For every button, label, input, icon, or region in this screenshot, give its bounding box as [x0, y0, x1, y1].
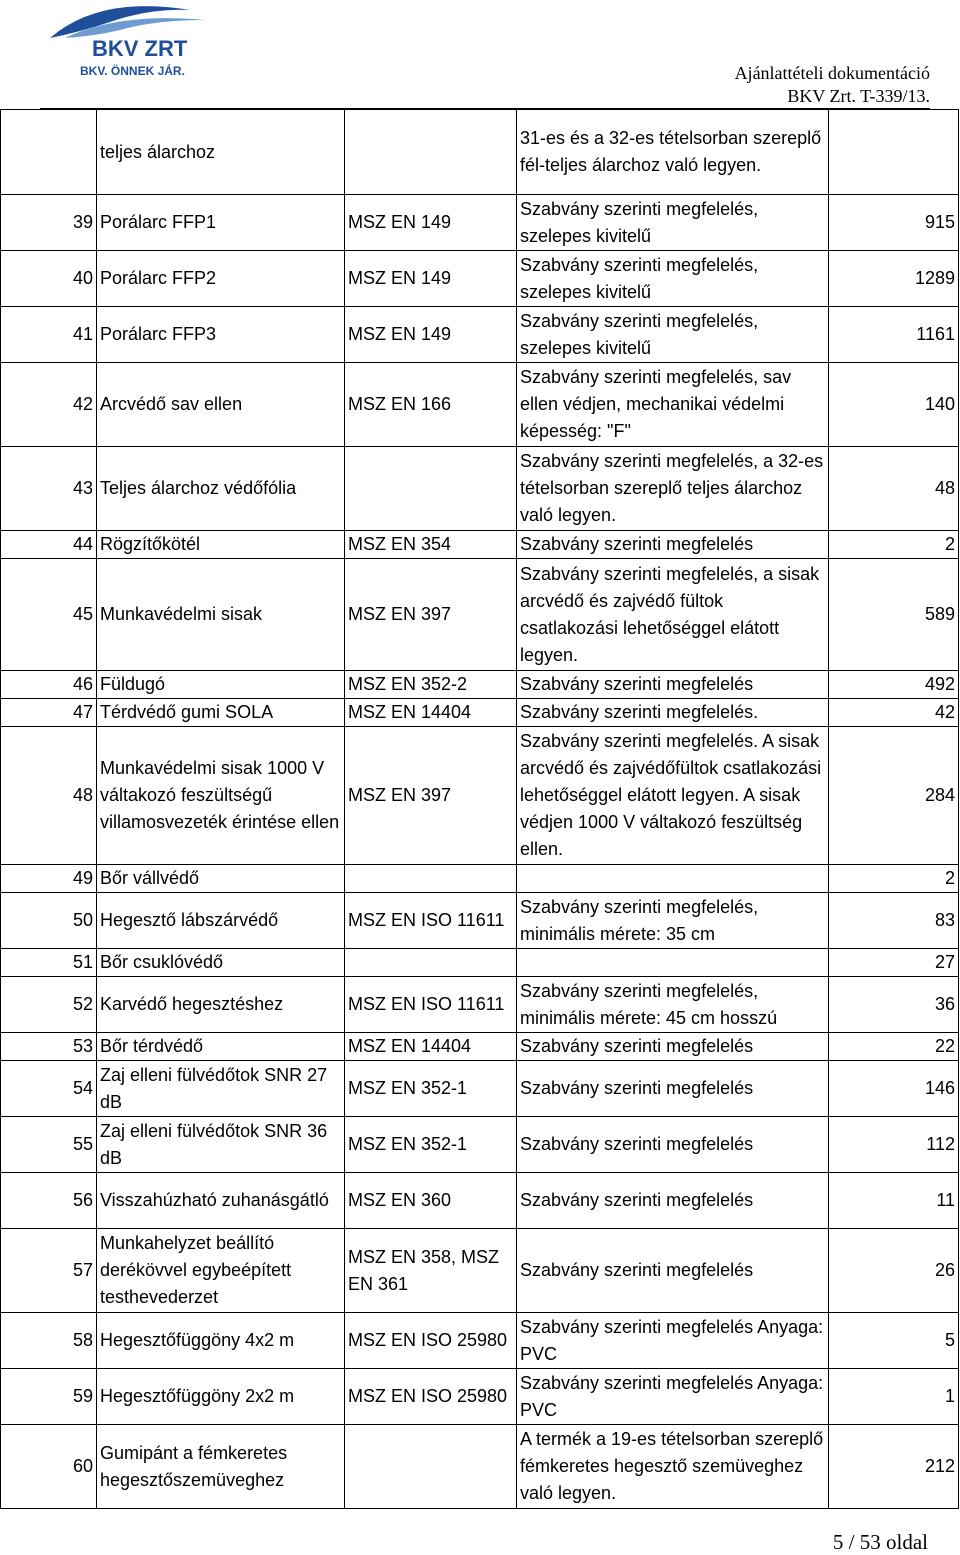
logo-slogan: BKV. ÖNNEK JÁR.	[80, 64, 185, 78]
item-requirement: Szabvány szerinti megfelelés	[517, 1061, 829, 1117]
item-number: 54	[1, 1061, 97, 1117]
item-name: Bőr térdvédő	[97, 1033, 345, 1061]
items-table	[0, 109, 959, 1509]
item-number: 49	[1, 865, 97, 893]
item-standard	[345, 110, 517, 195]
item-name: Zaj elleni fülvédőtok SNR 27 dB	[97, 1061, 345, 1117]
item-quantity: 212	[829, 1425, 959, 1509]
item-requirement: Szabvány szerinti megfelelés, minimális mérete: 45 cm hosszú	[517, 977, 829, 1033]
item-number: 56	[1, 1173, 97, 1229]
table-row	[1, 1117, 959, 1173]
item-number: 42	[1, 363, 97, 447]
item-name: Zaj elleni fülvédőtok SNR 36 dB	[97, 1117, 345, 1173]
item-quantity: 140	[829, 363, 959, 447]
item-standard	[345, 447, 517, 531]
item-requirement: Szabvány szerinti megfelelés, szelepes kivitelű	[517, 195, 829, 251]
item-number: 57	[1, 1229, 97, 1313]
item-quantity: 1289	[829, 251, 959, 307]
item-standard: MSZ EN 166	[345, 363, 517, 447]
item-standard: MSZ EN 352-2	[345, 671, 517, 699]
item-requirement	[517, 949, 829, 977]
item-standard: MSZ EN 149	[345, 195, 517, 251]
table-row	[1, 307, 959, 363]
item-standard: MSZ EN 14404	[345, 1033, 517, 1061]
item-number: 39	[1, 195, 97, 251]
item-name: Füldugó	[97, 671, 345, 699]
item-standard: MSZ EN 358, MSZ EN 361	[345, 1229, 517, 1313]
item-standard: MSZ EN 149	[345, 307, 517, 363]
item-name: Bőr vállvédő	[97, 865, 345, 893]
item-number: 47	[1, 699, 97, 727]
table-row	[1, 110, 959, 195]
item-standard: MSZ EN ISO 11611	[345, 893, 517, 949]
item-requirement: A termék a 19-es tételsorban szereplő fémkeretes hegesztő szemüveghez való legyen.	[517, 1425, 829, 1509]
item-number: 53	[1, 1033, 97, 1061]
table-row	[1, 1061, 959, 1117]
table-row	[1, 447, 959, 531]
item-standard: MSZ EN 397	[345, 727, 517, 865]
item-name: Porálarc FFP2	[97, 251, 345, 307]
item-name: Munkahelyzet beállító derékövvel egybeépített testhevederzet	[97, 1229, 345, 1313]
table-row	[1, 977, 959, 1033]
document-header	[735, 62, 930, 108]
item-quantity: 284	[829, 727, 959, 865]
doc-title: Ajánlattételi dokumentáció	[734, 63, 930, 83]
item-requirement: Szabvány szerinti megfelelés Anyaga: PVC	[517, 1313, 829, 1369]
item-standard: MSZ EN 149	[345, 251, 517, 307]
item-requirement: Szabvány szerinti megfelelés	[517, 1173, 829, 1229]
item-name: Hegesztőfüggöny 4x2 m	[97, 1313, 345, 1369]
item-name: Teljes álarchoz védőfólia	[97, 447, 345, 531]
item-number: 58	[1, 1313, 97, 1369]
item-requirement: Szabvány szerinti megfelelés, szelepes kivitelű	[517, 307, 829, 363]
items-table-body	[1, 110, 959, 1509]
item-name: Gumipánt a fémkeretes hegesztőszemüveghez	[97, 1425, 345, 1509]
item-requirement: Szabvány szerinti megfelelés. A sisak arcvédő és zajvédőfültok csatlakozási lehetőséggel elátott legyen. A sisak védjen 1000 V váltakozó feszültség ellen.	[517, 727, 829, 865]
item-name: Porálarc FFP1	[97, 195, 345, 251]
item-name: Arcvédő sav ellen	[97, 363, 345, 447]
item-quantity: 11	[829, 1173, 959, 1229]
bkv-logo	[40, 0, 220, 80]
item-number: 45	[1, 559, 97, 671]
table-row	[1, 1313, 959, 1369]
item-quantity: 83	[829, 893, 959, 949]
item-number: 48	[1, 727, 97, 865]
item-number: 40	[1, 251, 97, 307]
item-standard: MSZ EN 397	[345, 559, 517, 671]
item-quantity: 42	[829, 699, 959, 727]
item-quantity: 589	[829, 559, 959, 671]
item-number: 41	[1, 307, 97, 363]
item-name: Bőr csuklóvédő	[97, 949, 345, 977]
item-number: 52	[1, 977, 97, 1033]
table-row	[1, 1369, 959, 1425]
item-quantity: 492	[829, 671, 959, 699]
item-number: 55	[1, 1117, 97, 1173]
item-standard: MSZ EN 352-1	[345, 1061, 517, 1117]
item-quantity: 915	[829, 195, 959, 251]
item-quantity: 36	[829, 977, 959, 1033]
table-row	[1, 865, 959, 893]
table-row	[1, 671, 959, 699]
item-requirement: 31-es és a 32-es tételsorban szereplő fél-teljes álarchoz való legyen.	[517, 110, 829, 195]
item-standard: MSZ EN 14404	[345, 699, 517, 727]
item-number: 44	[1, 531, 97, 559]
item-standard: MSZ EN 360	[345, 1173, 517, 1229]
item-number: 46	[1, 671, 97, 699]
item-name: Hegesztő lábszárvédő	[97, 893, 345, 949]
item-number: 43	[1, 447, 97, 531]
item-quantity: 146	[829, 1061, 959, 1117]
table-row	[1, 1173, 959, 1229]
table-row	[1, 1425, 959, 1509]
item-standard	[345, 1425, 517, 1509]
table-row	[1, 363, 959, 447]
item-quantity: 22	[829, 1033, 959, 1061]
item-quantity: 27	[829, 949, 959, 977]
item-requirement: Szabvány szerinti megfelelés	[517, 671, 829, 699]
item-requirement: Szabvány szerinti megfelelés, a sisak arcvédő és zajvédő fültok csatlakozási lehetőséggel elátott legyen.	[517, 559, 829, 671]
item-standard: MSZ EN ISO 11611	[345, 977, 517, 1033]
logo-text: BKV ZRT	[92, 36, 188, 61]
item-standard: MSZ EN ISO 25980	[345, 1369, 517, 1425]
doc-reference: BKV Zrt. T-339/13.	[787, 86, 930, 106]
item-name: Rögzítőkötél	[97, 531, 345, 559]
item-name: Munkavédelmi sisak	[97, 559, 345, 671]
item-requirement: Szabvány szerinti megfelelés, a 32-es tételsorban szereplő teljes álarchoz való legyen.	[517, 447, 829, 531]
table-row	[1, 949, 959, 977]
table-row	[1, 251, 959, 307]
item-standard: MSZ EN 352-1	[345, 1117, 517, 1173]
table-row	[1, 699, 959, 727]
item-standard	[345, 865, 517, 893]
item-requirement: Szabvány szerinti megfelelés	[517, 1117, 829, 1173]
item-number	[1, 110, 97, 195]
item-requirement	[517, 865, 829, 893]
item-requirement: Szabvány szerinti megfelelés, minimális mérete: 35 cm	[517, 893, 829, 949]
item-requirement: Szabvány szerinti megfelelés	[517, 1033, 829, 1061]
table-row	[1, 1229, 959, 1313]
item-quantity: 26	[829, 1229, 959, 1313]
item-name: Visszahúzható zuhanásgátló	[97, 1173, 345, 1229]
item-quantity: 48	[829, 447, 959, 531]
table-row	[1, 531, 959, 559]
item-quantity: 112	[829, 1117, 959, 1173]
item-number: 50	[1, 893, 97, 949]
item-name: Hegesztőfüggöny 2x2 m	[97, 1369, 345, 1425]
item-quantity	[829, 110, 959, 195]
item-name: Térdvédő gumi SOLA	[97, 699, 345, 727]
table-row	[1, 893, 959, 949]
item-requirement: Szabvány szerinti megfelelés	[517, 1229, 829, 1313]
item-quantity: 5	[829, 1313, 959, 1369]
table-row	[1, 1033, 959, 1061]
item-requirement: Szabvány szerinti megfelelés.	[517, 699, 829, 727]
item-name: Karvédő hegesztéshez	[97, 977, 345, 1033]
item-requirement: Szabvány szerinti megfelelés, szelepes kivitelű	[517, 251, 829, 307]
item-requirement: Szabvány szerinti megfelelés	[517, 531, 829, 559]
table-row	[1, 727, 959, 865]
item-quantity: 2	[829, 865, 959, 893]
item-name: Porálarc FFP3	[97, 307, 345, 363]
page-number: 5 / 53 oldal	[832, 1530, 928, 1554]
item-number: 59	[1, 1369, 97, 1425]
item-standard: MSZ EN 354	[345, 531, 517, 559]
item-requirement: Szabvány szerinti megfelelés, sav ellen védjen, mechanikai védelmi képesség: "F"	[517, 363, 829, 447]
item-number: 51	[1, 949, 97, 977]
item-quantity: 2	[829, 531, 959, 559]
item-standard	[345, 949, 517, 977]
item-quantity: 1161	[829, 307, 959, 363]
table-row	[1, 195, 959, 251]
item-number: 60	[1, 1425, 97, 1509]
item-standard: MSZ EN ISO 25980	[345, 1313, 517, 1369]
item-name: Munkavédelmi sisak 1000 V váltakozó feszültségű villamosvezeték érintése ellen	[97, 727, 345, 865]
item-name: teljes álarchoz	[97, 110, 345, 195]
table-row	[1, 559, 959, 671]
item-quantity: 1	[829, 1369, 959, 1425]
item-requirement: Szabvány szerinti megfelelés Anyaga: PVC	[517, 1369, 829, 1425]
